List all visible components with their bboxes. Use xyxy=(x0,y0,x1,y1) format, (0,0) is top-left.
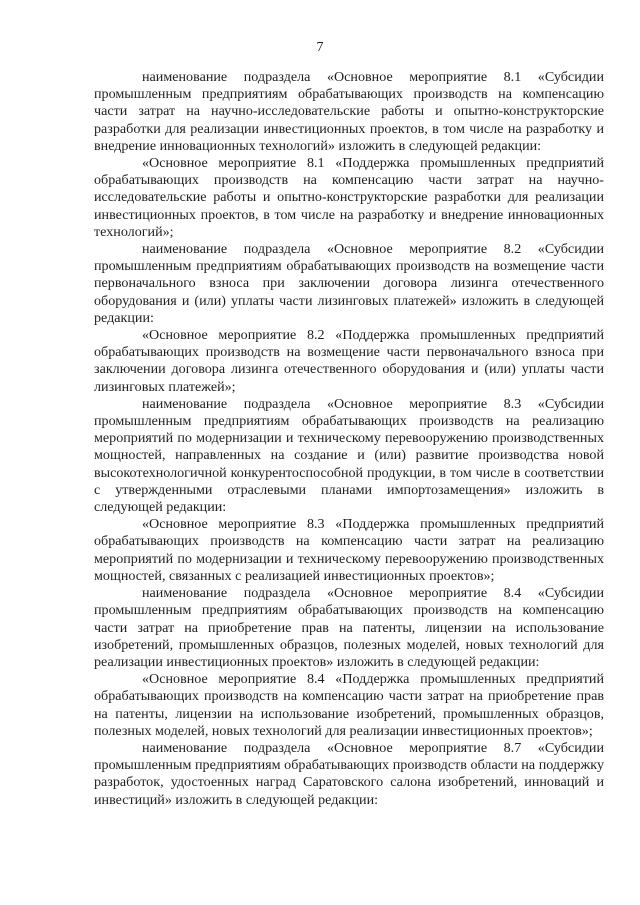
paragraph-5: наименование подраздела «Основное мероприятие 8.3 «Субсидии промышленным предприятиям обрабатывающих производств на реализацию мероприятий по модернизации и техническому перевооружению производственных мощностей, направленных на создание и (или) развитие производства новой высокотехнологичной конкурентоспособной продукции, в том числе в соответствии с утвержденными отраслевыми планами импортозамещения» изложить в следующей редакции: xyxy=(94,395,604,516)
paragraph-2: «Основное мероприятие 8.1 «Поддержка промышленных предприятий обрабатывающих производств на компенсацию части затрат на научно-исследовательские работы и опытно-конструкторские разработки для реализации инвестиционных проектов, в том числе на разработку и внедрение инновационных технологий»; xyxy=(94,155,604,240)
paragraph-4: «Основное мероприятие 8.2 «Поддержка промышленных предприятий обрабатывающих производств на возмещение части первоначального взноса при заключении договора лизинга отечественного оборудования и (или) уплаты части лизинговых платежей»; xyxy=(94,327,604,395)
paragraph-3: наименование подраздела «Основное мероприятие 8.2 «Субсидии промышленным предприятиям обрабатывающих производств на возмещение части первоначального взноса при заключении договора лизинга отечественного оборудования и (или) уплаты части лизинговых платежей» изложить в следующей редакции: xyxy=(94,241,604,326)
page-number: 7 xyxy=(316,40,324,55)
paragraph-7: наименование подраздела «Основное мероприятие 8.4 «Субсидии промышленным предприятиям обрабатывающих производств на компенсацию части затрат на приобретение прав на патенты, лицензии на использование изобретений, промышленных образцов, полезных моделей, новых технологий для реализации инвестиционных проектов» изложить в следующей редакции: xyxy=(94,585,604,670)
paragraph-8: «Основное мероприятие 8.4 «Поддержка промышленных предприятий обрабатывающих производств на компенсацию части затрат на приобретение прав на патенты, лицензии на использование изобретений, промышленных образцов, полезных моделей, новых технологий для реализации инвестиционных проектов»; xyxy=(94,671,604,739)
paragraph-1: наименование подраздела «Основное мероприятие 8.1 «Субсидии промышленным предприятиям обрабатывающих производств на компенсацию части затрат на научно-исследовательские работы и опытно-конструкторские разработки для реализации инвестиционных проектов, в том числе на разработку и внедрение инновационных технологий» изложить в следующей редакции: xyxy=(94,69,604,154)
paragraph-9: наименование подраздела «Основное мероприятие 8.7 «Субсидии промышленным предприятиям обрабатывающих производств области на поддержку разработок, удостоенных наград Саратовского салона изобретений, инноваций и инвестиций» изложить в следующей редакции: xyxy=(94,739,604,808)
paragraph-6: «Основное мероприятие 8.3 «Поддержка промышленных предприятий обрабатывающих производств на компенсацию части затрат на реализацию мероприятий по модернизации и техническому перевооружению производственных мощностей, связанных с реализацией инвестиционных проектов»; xyxy=(94,516,604,584)
document-body xyxy=(94,69,604,809)
